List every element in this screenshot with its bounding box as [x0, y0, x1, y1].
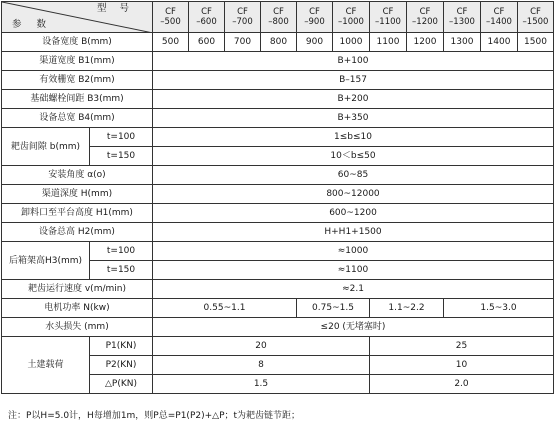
model-cell: CF –800 [261, 2, 297, 33]
value-cell: B+350 [153, 109, 554, 128]
row-label: 后箱架高H3(mm) [2, 242, 90, 280]
sub-label: △P(KN) [90, 375, 153, 394]
row-motor-power [2, 299, 554, 318]
value-cell: 10＜b≤50 [153, 147, 554, 166]
row-effective-width [2, 71, 554, 90]
value-cell: 1400 [481, 33, 518, 52]
value-cell: ≤20 (无堵塞时) [153, 318, 554, 337]
row-label: 设备总高 H2(mm) [2, 223, 153, 242]
model-cell: CF –500 [153, 2, 189, 33]
value-cell: 1.5 [153, 375, 370, 394]
sub-label: t=150 [90, 261, 153, 280]
header-row [2, 2, 554, 33]
row-label: 有效栅宽 B2(mm) [2, 71, 153, 90]
row-label: 安装角度 α(o) [2, 166, 153, 185]
row-head-loss [2, 318, 554, 337]
value-cell: 25 [370, 337, 554, 356]
model-cell: CF –600 [189, 2, 225, 33]
row-total-width [2, 109, 554, 128]
sub-label: P1(KN) [90, 337, 153, 356]
value-cell: 700 [225, 33, 261, 52]
value-cell: 8 [153, 356, 370, 375]
value-cell: B–157 [153, 71, 554, 90]
row-label: 渠道深度 H(mm) [2, 185, 153, 204]
sub-label: P2(KN) [90, 356, 153, 375]
row-channel-width [2, 52, 554, 71]
sub-label: t=100 [90, 242, 153, 261]
row-label: 卸料口至平台高度 H1(mm) [2, 204, 153, 223]
value-cell: B+100 [153, 52, 554, 71]
row-bolt-spacing [2, 90, 554, 109]
model-cell: CF –1100 [370, 2, 407, 33]
row-label: 耙齿间隙 b(mm) [2, 128, 90, 166]
value-cell: 1.1~2.2 [370, 299, 444, 318]
value-cell: 800~12000 [153, 185, 554, 204]
sub-label: t=100 [90, 128, 153, 147]
model-cell: CF –1000 [333, 2, 370, 33]
value-cell: B+200 [153, 90, 554, 109]
param-header-label: 参 数 [12, 19, 53, 30]
row-total-height [2, 223, 554, 242]
row-angle [2, 166, 554, 185]
row-rake-speed [2, 280, 554, 299]
row-label: 电机功率 N(kw) [2, 299, 153, 318]
value-cell: 500 [153, 33, 189, 52]
value-cell: ≈1100 [153, 261, 554, 280]
value-cell: 1100 [370, 33, 407, 52]
value-cell: 1000 [333, 33, 370, 52]
sub-label: t=150 [90, 147, 153, 166]
value-cell: ≈2.1 [153, 280, 554, 299]
row-rake-gap-1 [2, 128, 554, 147]
row-channel-depth [2, 185, 554, 204]
value-cell: 1500 [518, 33, 554, 52]
value-cell: 600~1200 [153, 204, 554, 223]
model-cell: CF –1500 [518, 2, 554, 33]
footnote: 注：P以H=5.0计，H每增加1m，则P总=P1(P2)+△P；t为耙齿链节距； [8, 411, 301, 421]
model-cell: CF –1200 [407, 2, 444, 33]
value-cell: 10 [370, 356, 554, 375]
row-label: 设备宽度 B(mm) [2, 33, 153, 52]
model-cell: CF –900 [297, 2, 333, 33]
row-label: 渠道宽度 B1(mm) [2, 52, 153, 71]
value-cell: 1.5~3.0 [444, 299, 554, 318]
value-cell: 1≤b≤10 [153, 128, 554, 147]
row-rear-frame-1 [2, 242, 554, 261]
model-cell: CF –700 [225, 2, 261, 33]
row-width [2, 33, 554, 52]
value-cell: 1300 [444, 33, 481, 52]
model-header-label: 型 号 [96, 3, 134, 14]
model-cell: CF –1300 [444, 2, 481, 33]
row-label: 设备总宽 B4(mm) [2, 109, 153, 128]
value-cell: 0.55~1.1 [153, 299, 297, 318]
row-label: 耙齿运行速度 v(m/min) [2, 280, 153, 299]
row-label: 水头损失 (mm) [2, 318, 153, 337]
value-cell: 900 [297, 33, 333, 52]
value-cell: 800 [261, 33, 297, 52]
value-cell: 600 [189, 33, 225, 52]
model-cell: CF –1400 [481, 2, 518, 33]
value-cell: 1200 [407, 33, 444, 52]
value-cell: 60~85 [153, 166, 554, 185]
row-label: 基础螺栓间距 B3(mm) [2, 90, 153, 109]
spec-table [1, 1, 554, 394]
value-cell: 2.0 [370, 375, 554, 394]
value-cell: 0.75~1.5 [297, 299, 370, 318]
row-discharge-height [2, 204, 554, 223]
corner-header [2, 2, 153, 33]
value-cell: H+H1+1500 [153, 223, 554, 242]
row-label: 土建载荷 [2, 337, 90, 394]
value-cell: 20 [153, 337, 370, 356]
value-cell: ≈1000 [153, 242, 554, 261]
row-civil-load-p1 [2, 337, 554, 356]
